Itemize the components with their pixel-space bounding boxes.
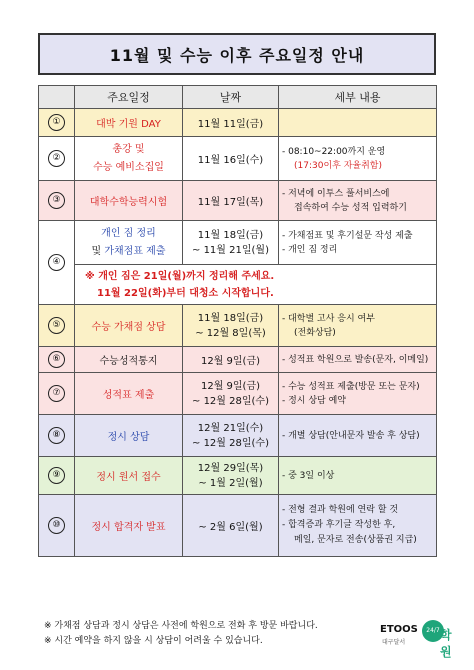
row-name: 대박 기원 DAY — [75, 109, 183, 137]
row-date: 12월 9일(금) — [183, 347, 279, 373]
table-header-row — [39, 86, 437, 109]
row-name: 대학수학능력시험 — [75, 181, 183, 221]
row-date: ~ 2월 6일(월) — [183, 495, 279, 557]
detail-line: - 대학별 고사 응시 여부 — [282, 313, 375, 324]
date-line: ~ 12월 28일(수) — [192, 395, 269, 407]
row-details — [279, 373, 437, 415]
logo-branch: 대구달서 — [382, 639, 406, 646]
row-number: ⑤ — [39, 305, 75, 347]
row-details — [279, 137, 437, 181]
date-line: ~ 12월 28일(수) — [192, 437, 269, 449]
row-date: 11월 17일(목) — [183, 181, 279, 221]
row-date: 11월 16일(수) — [183, 137, 279, 181]
page-title: 11월 및 수능 이후 주요일정 안내 — [38, 33, 436, 75]
date-line: ~ 12월 8일(목) — [195, 327, 266, 339]
row-number: ⑨ — [39, 457, 75, 495]
row-name-line: 총강 및 — [112, 143, 145, 155]
row-name: 정시 원서 접수 — [75, 457, 183, 495]
row-name: 정시 상담 — [75, 415, 183, 457]
date-line: 12월 21일(수) — [197, 422, 264, 434]
logo-brand: ETOOS — [380, 624, 418, 635]
row-number: ⑩ — [39, 495, 75, 557]
logo-hak: 학원 — [440, 628, 452, 659]
detail-line: - 08:10~22:00까지 운영 — [282, 146, 386, 157]
row-number: ③ — [39, 181, 75, 221]
row-name: 수능 가채점 상담 — [75, 305, 183, 347]
detail-line: - 합격증과 후기글 작성한 후, — [282, 520, 396, 530]
row-date — [183, 415, 279, 457]
table-row — [39, 305, 437, 347]
footer-note: ※ 시간 예약을 하지 않을 시 상담이 어려울 수 있습니다. — [44, 636, 263, 646]
header-blank — [39, 86, 75, 109]
detail-line: - 가채점표 및 후기설문 작성 제출 — [282, 230, 413, 241]
etoos-logo — [380, 620, 460, 660]
row-date — [183, 373, 279, 415]
table-row — [39, 109, 437, 137]
date-line: 11월 18일(금) — [197, 229, 264, 241]
logo-badge-icon: 24/7 — [422, 620, 444, 642]
table-row-note — [39, 265, 437, 305]
row-name: 정시 합격자 발표 — [75, 495, 183, 557]
detail-line: 접속하여 수능 성적 입력하기 — [294, 202, 407, 213]
row-date: 11월 11일(금) — [183, 109, 279, 137]
detail-line: (전화상담) — [294, 327, 336, 338]
detail-line: - 개인 짐 정리 — [282, 244, 338, 255]
row-details — [279, 495, 437, 557]
row-details: - 성적표 학원으로 발송(문자, 이메일) — [279, 347, 437, 373]
row-details — [279, 181, 437, 221]
date-line: 12월 29일(목) — [197, 462, 264, 474]
table-row — [39, 347, 437, 373]
detail-line: - 전형 결과 학원에 연락 할 것 — [282, 505, 399, 515]
row-date — [183, 457, 279, 495]
footer-notes — [44, 619, 318, 649]
header-details: 세부 내용 — [279, 86, 437, 109]
table-row — [39, 221, 437, 265]
table-row — [39, 373, 437, 415]
row-details — [279, 221, 437, 265]
detail-line: - 저녁에 이투스 풀서비스에 — [282, 188, 390, 199]
header-schedule: 주요일정 — [75, 86, 183, 109]
row-details: - 개별 상담(안내문자 발송 후 상담) — [279, 415, 437, 457]
detail-line: - 수능 성적표 제출(방문 또는 문자) — [282, 381, 420, 392]
date-line: 12월 9일(금) — [200, 380, 261, 392]
detail-line: - 정시 상담 예약 — [282, 395, 346, 406]
header-date: 날짜 — [183, 86, 279, 109]
date-line: ~ 11월 21일(월) — [192, 244, 269, 256]
row-name-line: 수능 예비소집일 — [93, 161, 164, 173]
row-note — [75, 265, 437, 305]
row-number: ⑥ — [39, 347, 75, 373]
footer-note: ※ 가채점 상담과 정시 상담은 사전에 학원으로 전화 후 방문 바랍니다. — [44, 621, 318, 631]
note-line: ※ 개인 짐은 21일(월)까지 정리해 주세요. — [85, 270, 275, 282]
date-line: ~ 1월 2일(월) — [198, 477, 263, 489]
table-row — [39, 415, 437, 457]
date-line: 11월 18일(금) — [197, 312, 264, 324]
detail-line: 메일, 문자로 전송(상품권 지급) — [294, 535, 417, 545]
table-row — [39, 181, 437, 221]
row-name-line: 가채점표 제출 — [104, 245, 166, 257]
row-details: - 중 3일 이상 — [279, 457, 437, 495]
row-number: ② — [39, 137, 75, 181]
schedule-table — [38, 85, 437, 557]
row-details — [279, 109, 437, 137]
table-row — [39, 457, 437, 495]
row-details — [279, 305, 437, 347]
row-date — [183, 221, 279, 265]
table-row — [39, 495, 437, 557]
row-name — [75, 137, 183, 181]
row-number: ① — [39, 109, 75, 137]
row-name — [75, 221, 183, 265]
row-name-conj: 및 — [91, 245, 105, 257]
row-number: ⑦ — [39, 373, 75, 415]
row-name: 수능성적통지 — [75, 347, 183, 373]
detail-line: (17:30이후 자율취함) — [294, 160, 382, 171]
row-name-line: 개인 짐 정리 — [101, 227, 156, 239]
note-line: 11월 22일(화)부터 대청소 시작합니다. — [97, 287, 274, 299]
row-number: ④ — [39, 221, 75, 305]
row-date — [183, 305, 279, 347]
row-name: 성적표 제출 — [75, 373, 183, 415]
row-number: ⑧ — [39, 415, 75, 457]
table-row — [39, 137, 437, 181]
